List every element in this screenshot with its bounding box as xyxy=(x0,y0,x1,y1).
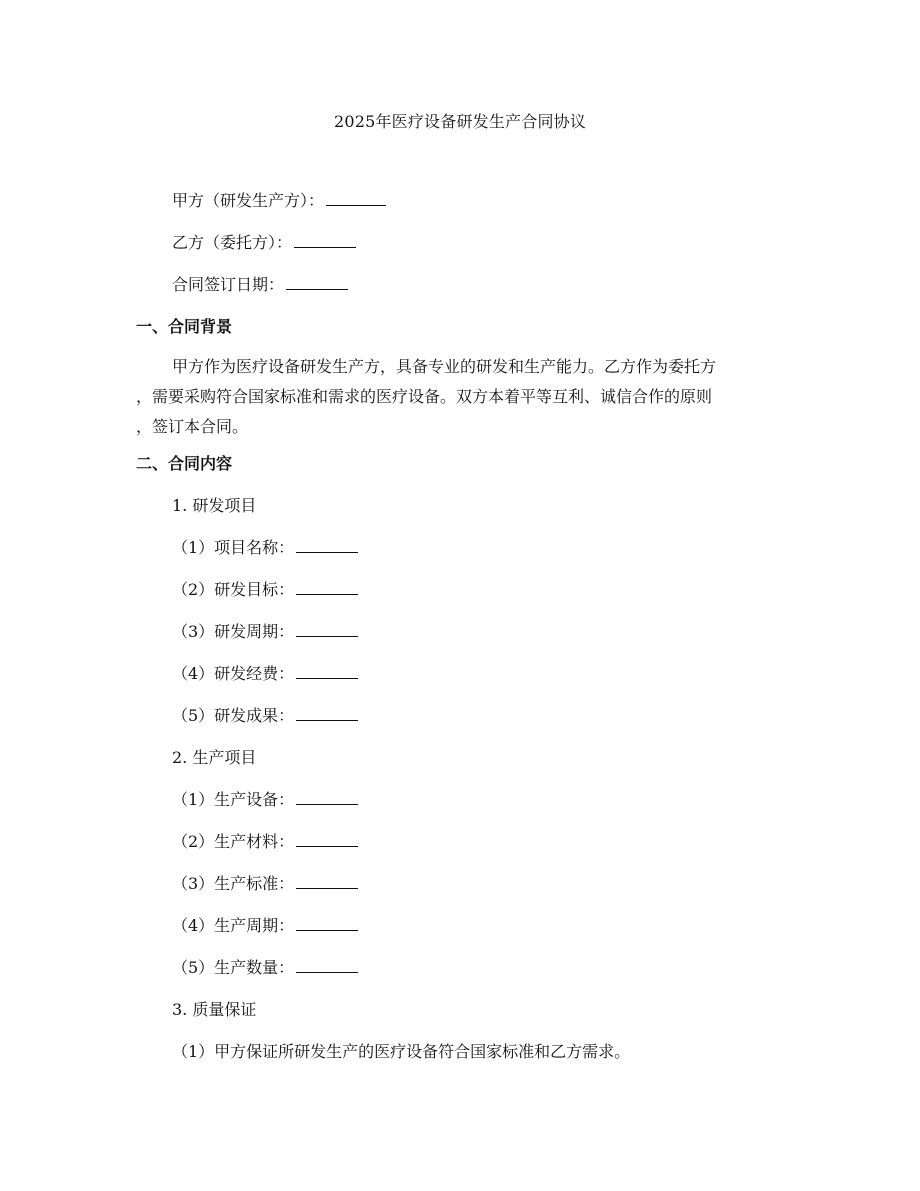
prod-item-blank xyxy=(296,958,358,973)
prod-item-blank xyxy=(296,874,358,889)
rd-item-label: （4）研发经费： xyxy=(172,664,295,683)
prod-heading: 2. 生产项目 xyxy=(172,748,257,767)
prod-item-label: （4）生产周期： xyxy=(172,916,295,935)
section-1-heading: 一、合同背景 xyxy=(136,317,233,336)
party-b-label: 乙方（委托方）： xyxy=(172,233,293,252)
party-a-line xyxy=(172,189,386,213)
prod-item-label: （2）生产材料： xyxy=(172,832,295,851)
prod-item-label: （5）生产数量： xyxy=(172,958,295,977)
rd-item-3 xyxy=(172,620,358,644)
prod-item-blank xyxy=(296,916,358,931)
rd-item-label: （2）研发目标： xyxy=(172,580,295,599)
sign-date-line xyxy=(172,273,348,297)
section-1-line-3: ，签订本合同。 xyxy=(136,417,249,436)
party-a-blank xyxy=(326,191,386,206)
rd-item-blank xyxy=(296,622,358,637)
prod-item-label: （1）生产设备： xyxy=(172,790,295,809)
prod-item-blank xyxy=(296,790,358,805)
prod-item-4 xyxy=(172,914,358,938)
prod-item-label: （3）生产标准： xyxy=(172,874,295,893)
document-title: 2025年医疗设备研发生产合同协议 xyxy=(333,112,587,131)
rd-item-blank xyxy=(296,538,358,553)
section-2-heading: 二、合同内容 xyxy=(136,454,233,473)
prod-item-2 xyxy=(172,830,358,854)
rd-item-blank xyxy=(296,664,358,679)
rd-item-1 xyxy=(172,536,358,560)
rd-item-label: （1）项目名称： xyxy=(172,538,295,557)
prod-item-1 xyxy=(172,788,358,812)
party-a-label: 甲方（研发生产方）： xyxy=(172,191,325,210)
section-1-line-2: ，需要采购符合国家标准和需求的医疗设备。双方本着平等互利、诚信合作的原则 xyxy=(136,387,713,406)
rd-item-4 xyxy=(172,662,358,686)
prod-item-5 xyxy=(172,956,358,980)
rd-item-blank xyxy=(296,706,358,721)
section-1-paragraph xyxy=(136,352,786,442)
rd-item-5 xyxy=(172,704,358,728)
section-1-line-1: 甲方作为医疗设备研发生产方，具备专业的研发和生产能力。乙方作为委托方 xyxy=(172,357,717,376)
rd-item-blank xyxy=(296,580,358,595)
rd-item-label: （5）研发成果： xyxy=(172,706,295,725)
rd-item-label: （3）研发周期： xyxy=(172,622,295,641)
party-b-line xyxy=(172,231,356,255)
prod-item-blank xyxy=(296,832,358,847)
sign-date-blank xyxy=(286,275,348,290)
rd-item-2 xyxy=(172,578,358,602)
prod-item-3 xyxy=(172,872,358,896)
quality-item-1: （1）甲方保证所研发生产的医疗设备符合国家标准和乙方需求。 xyxy=(172,1042,631,1061)
quality-heading: 3. 质量保证 xyxy=(172,1000,257,1019)
party-b-blank xyxy=(294,233,356,248)
sign-date-label: 合同签订日期： xyxy=(172,275,285,294)
rd-heading: 1. 研发项目 xyxy=(172,496,257,515)
